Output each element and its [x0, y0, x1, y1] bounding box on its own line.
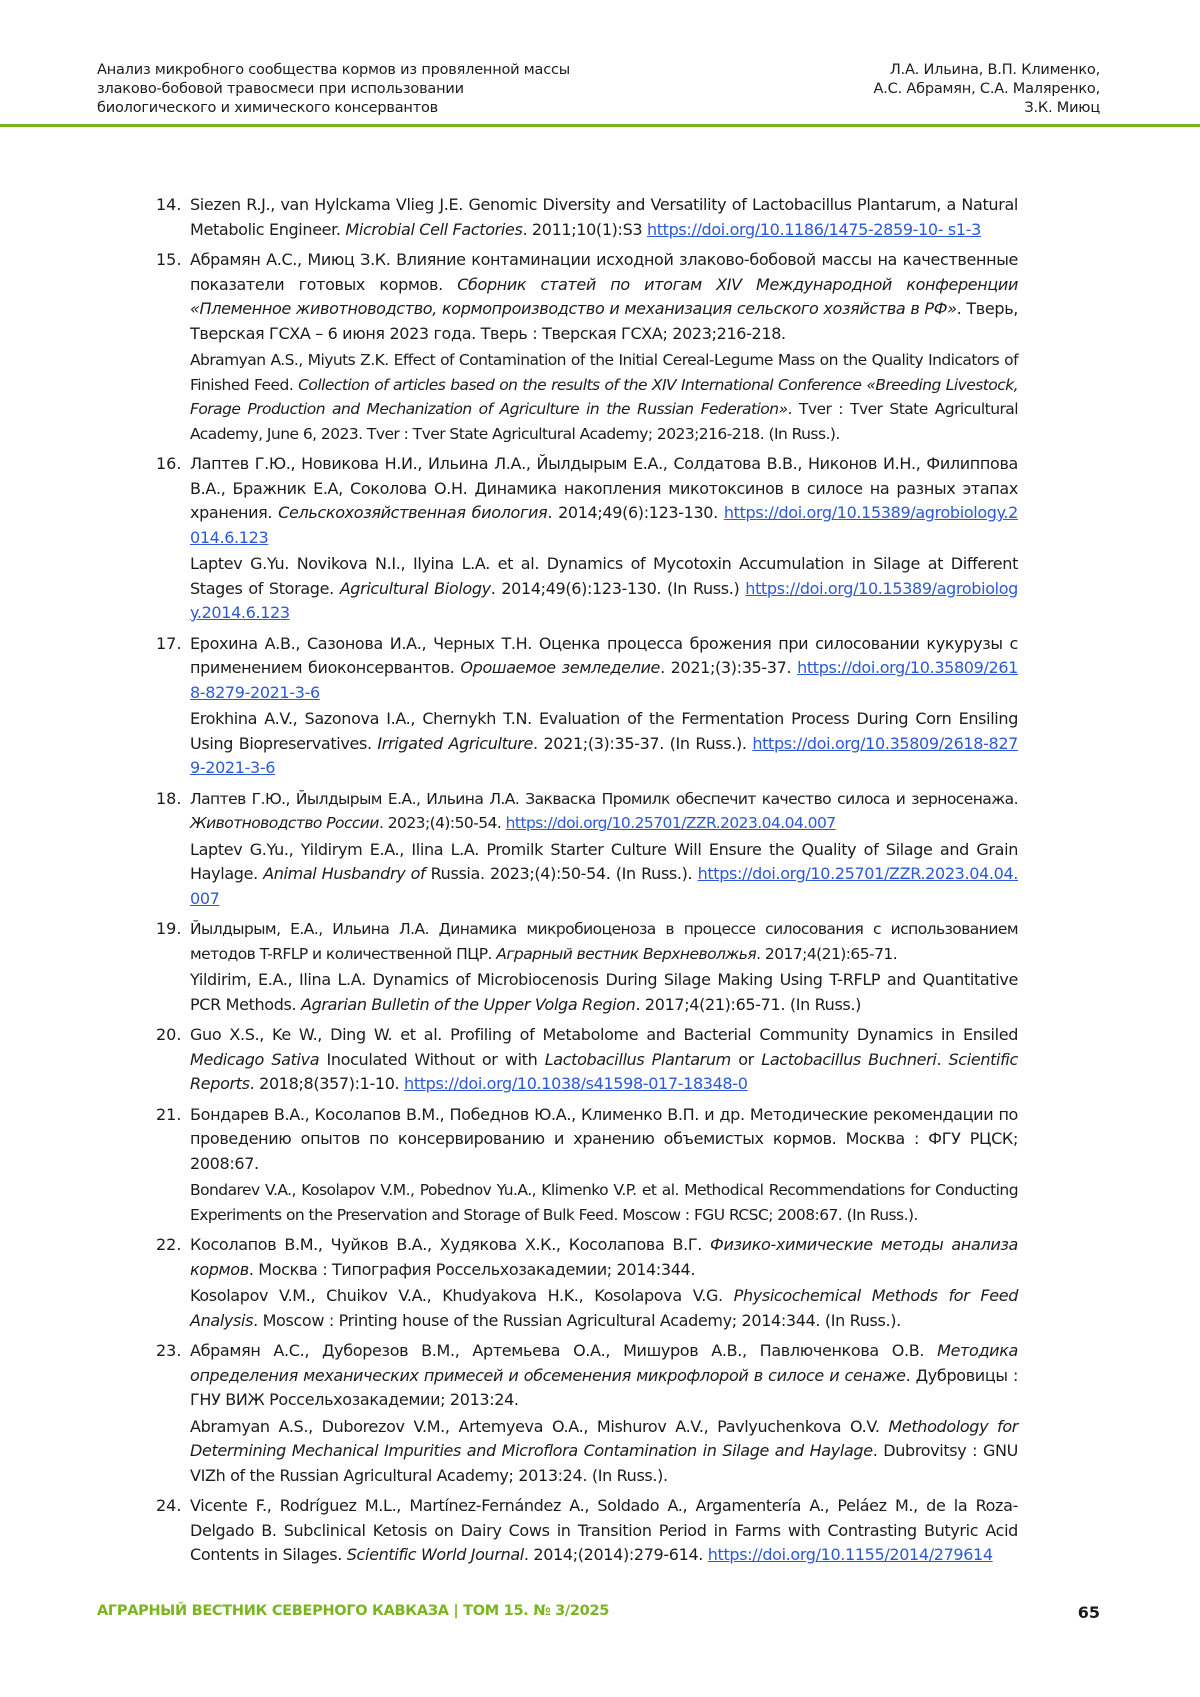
- reference-original: [190, 452, 1018, 550]
- doi-link[interactable]: https://doi.org/10.1155/2014/279614: [707, 1545, 993, 1564]
- reference-text: . Тверь, Тверская ГСХА – 6 июня 2023 года. Тверь : Тверская ГСХА; 2023;216-218.: [190, 299, 1019, 343]
- reference-original: [190, 632, 1018, 706]
- reference-source-title: Физико-химические методы анализа кормов: [190, 1235, 1018, 1279]
- reference-translation: [190, 707, 1018, 781]
- reference-item: [156, 452, 1018, 626]
- reference-item: [156, 1103, 1018, 1228]
- reference-text: Russia. 2023;(4):50-54. (In Russ.).: [425, 864, 698, 883]
- running-authors-line: А.С. Абрамян, С.А. Маляренко,: [873, 81, 1100, 97]
- reference-source-title: Methodology for Determining Mechanical Impurities and Microflora Contamination in Silage and Haylage: [190, 1416, 1018, 1460]
- reference-item: [156, 1339, 1018, 1488]
- reference-text: . 2021;(3):35-37.: [660, 658, 798, 677]
- running-title-line: злаково-бобовой травосмеси при использовании: [97, 81, 464, 97]
- doi-link[interactable]: https://doi.org/10.35809/2618-8279-2021-3-6: [190, 733, 1018, 777]
- reference-text: or: [730, 1049, 762, 1069]
- doi-link[interactable]: https://doi.org/10.25701/ZZR.2023.04.04.007: [505, 814, 836, 832]
- reference-text: Лаптев Г.Ю., Новикова Н.И., Ильина Л.А., Йылдырым Е.А., Солдатова В.В., Никонов И.Н., Филиппова В.А., Бражник Е.А, Соколова О.Н. Динамика накопления микотоксинов в силосе на разных этапах хранения.: [190, 454, 1018, 522]
- reference-source-title: Lactobacillus Plantarum: [544, 1049, 731, 1069]
- reference-text: Ерохина А.В., Сазонова И.А., Черных Т.Н. Оценка процесса брожения при силосовании кукурузы с применением биоконсервантов.: [190, 633, 1018, 677]
- reference-original: [190, 1103, 1018, 1177]
- reference-source-title: Medicago Sativa: [190, 1049, 320, 1069]
- running-authors-line: Л.А. Ильина, В.П. Клименко,: [889, 62, 1100, 78]
- reference-number: 15.: [156, 250, 182, 269]
- reference-text: Yildirim, E.A., Ilina L.A. Dynamics of Microbiocenosis During Silage Making Using T-RFLP and Quantitative PCR Methods.: [190, 970, 1018, 1014]
- reference-number: 24.: [156, 1496, 182, 1515]
- reference-text: Abramyan A.S., Duborezov V.M., Artemyeva O.A., Mishurov A.V., Pavlyuchenkova O.V.: [190, 1416, 889, 1436]
- reference-text: . 2017;4(21):65-71. (In Russ.): [635, 994, 862, 1014]
- reference-text: Vicente F., Rodríguez M.L., Martínez-Fernández A., Soldado A., Argamentería A., Peláez M., de la Roza-Delgado B. Subclinical Ketosis on Dairy Cows in Transition Period in Farms with Contrasting Butyric Acid Contents in Silages.: [190, 1496, 1018, 1564]
- reference-number: 23.: [156, 1341, 182, 1360]
- reference-number: 20.: [156, 1025, 182, 1044]
- reference-source-title: Животноводство России: [190, 814, 379, 832]
- reference-item: [156, 193, 1018, 242]
- reference-text: Siezen R.J., van Hylckama Vlieg J.E. Genomic Diversity and Versatility of Lactobacillus Plantarum, a Natural Metabolic Engineer.: [190, 195, 1018, 239]
- running-title-line: Анализ микробного сообщества кормов из провяленной массы: [97, 62, 571, 78]
- reference-text: . 2014;49(6):123-130.: [547, 503, 724, 522]
- reference-item: [156, 1233, 1018, 1333]
- running-title-line: биологического и химического консервантов: [97, 100, 438, 116]
- reference-translation: [190, 552, 1018, 626]
- reference-text: Бондарев В.А., Косолапов В.М., Победнов Ю.А., Клименко В.П. и др. Методические рекомендации по проведению опытов по консервированию и хранению объемистых кормов. Москва : ФГУ РЦСК; 2008:67.: [190, 1104, 1018, 1173]
- reference-source-title: Методика определения механических примесей и обсеменения микрофлорой в силосе и сенаже: [190, 1341, 1018, 1385]
- reference-source-title: Scientific Reports: [190, 1049, 1018, 1093]
- reference-number: 17.: [156, 633, 182, 653]
- reference-source-title: Physicochemical Methods for Feed Analysis: [190, 1286, 1018, 1330]
- reference-text: . Tver : Tver State Agricultural Academy, June 6, 2023. Tver : Tver State Agricultural Academy; 2023;216-218. (In Russ.).: [190, 400, 1018, 443]
- reference-source-title: Animal Husbandry of: [263, 864, 426, 883]
- reference-text: Guo X.S., Ke W., Ding W. et al. Profiling of Metabolome and Bacterial Community Dynamics in Ensiled: [190, 1025, 1018, 1044]
- reference-original: [190, 1023, 1018, 1097]
- running-authors: [700, 61, 1100, 118]
- reference-original: [190, 1494, 1018, 1568]
- reference-list: [156, 193, 1018, 1574]
- reference-text: Косолапов В.М., Чуйков В.А., Худякова Х.К., Косолапова В.Г.: [190, 1235, 711, 1254]
- reference-original: [190, 787, 1018, 836]
- page-number: 65: [1077, 1603, 1100, 1622]
- reference-text: Laptev G.Yu., Yildirym E.A., Ilina L.A. Promilk Starter Culture Will Ensure the Quality of Silage and Grain Haylage.: [190, 839, 1018, 883]
- reference-text: Inoculated Without or with: [319, 1049, 545, 1069]
- running-title: [97, 61, 657, 118]
- reference-text: Kosolapov V.M., Chuikov V.A., Khudyakova H.K., Kosolapova V.G.: [190, 1286, 734, 1305]
- doi-link[interactable]: https://doi.org/10.1186/1475-2859-10- s1-3: [646, 219, 981, 239]
- page-header: [0, 0, 1200, 128]
- reference-text: . 2021;(3):35-37. (In Russ.).: [533, 733, 753, 753]
- reference-number: 19.: [156, 919, 182, 938]
- reference-text: . 2014;49(6):123-130. (In Russ.): [490, 578, 746, 598]
- reference-original: [190, 1339, 1018, 1413]
- reference-translation: [190, 838, 1018, 912]
- reference-text: Bondarev V.A., Kosolapov V.M., Pobednov Yu.A., Klimenko V.P. et al. Methodical Recommendations for Conducting Experiments on the Preservation and Storage of Bulk Feed. Moscow : FGU RCSC; 2008:67. (In Russ.).: [190, 1181, 1018, 1224]
- reference-text: . Москва : Типография Россельхозакадемии; 2014:344.: [248, 1259, 696, 1279]
- reference-text: Abramyan A.S., Miyuts Z.K. Effect of Contamination of the Initial Cereal-Legume Mass on the Quality Indicators of Finished Feed.: [190, 351, 1018, 394]
- doi-link[interactable]: https://doi.org/10.1038/s41598-017-18348-0: [404, 1074, 748, 1093]
- reference-text: . 2011;10(1):S3: [522, 219, 647, 239]
- running-authors-line: З.К. Миюц: [1024, 100, 1100, 116]
- reference-source-title: Scientific World Journal: [346, 1545, 524, 1564]
- reference-source-title: Microbial Cell Factories: [345, 219, 523, 239]
- reference-text: . 2014;(2014):279-614.: [523, 1545, 708, 1564]
- reference-item: [156, 787, 1018, 912]
- doi-link[interactable]: https://doi.org/10.15389/agrobiology.2014.6.123: [190, 578, 1018, 622]
- reference-item: [156, 248, 1018, 446]
- reference-number: 14.: [156, 195, 182, 214]
- reference-text: Лаптев Г.Ю., Йылдырым Е.А., Ильина Л.А. Закваска Промилк обеспечит качество силоса и зерносенажа.: [190, 789, 1018, 808]
- reference-original: [190, 917, 1018, 966]
- reference-text: . 2017;4(21):65-71.: [756, 944, 898, 963]
- reference-number: 21.: [156, 1104, 182, 1124]
- reference-source-title: Agricultural Biology: [339, 578, 491, 598]
- reference-item: [156, 632, 1018, 781]
- header-divider: [0, 124, 1200, 127]
- reference-text: .: [936, 1049, 949, 1069]
- doi-link[interactable]: https://doi.org/10.35809/2618-8279-2021-3-6: [190, 658, 1018, 702]
- reference-text: Laptev G.Yu. Novikova N.I., Ilyina L.A. et al. Dynamics of Mycotoxin Accumulation in Silage at Different Stages of Storage.: [190, 554, 1018, 598]
- reference-translation: [190, 1284, 1018, 1333]
- reference-source-title: Аграрный вестник Верхневолжья: [496, 944, 757, 963]
- reference-source-title: Agrarian Bulletin of the Upper Volga Region: [301, 994, 636, 1014]
- reference-item: [156, 1494, 1018, 1568]
- reference-text: Йылдырым, Е.А., Ильина Л.А. Динамика микробиоценоза в процессе силосования с использованием методов T-RFLP и количественной ПЦР.: [190, 920, 1018, 963]
- reference-text: Абрамян А.С., Миюц З.К. Влияние контаминации исходной злаково-бобовой массы на качественные показатели готовых кормов.: [190, 250, 1018, 294]
- reference-text: . Дубровицы : ГНУ ВИЖ Россельхозакадемии; 2013:24.: [190, 1365, 1018, 1409]
- reference-text: . Dubrovitsy : GNU VIZh of the Russian Agricultural Academy; 2013:24. (In Russ.).: [190, 1441, 1018, 1485]
- reference-text: Абрамян А.С., Дуборезов В.М., Артемьева О.А., Мишуров А.В., Павлюченкова О.В.: [190, 1341, 938, 1360]
- reference-original: [190, 1233, 1018, 1282]
- reference-source-title: Collection of articles based on the results of the XIV International Conference «Breeding Livestock, Forage Production and Mechanization of Agriculture in the Russian Federation»: [190, 375, 1018, 418]
- reference-item: [156, 917, 1018, 1017]
- reference-translation: [190, 968, 1018, 1017]
- reference-source-title: Сборник статей по итогам XIV Международной конференции «Племенное животноводство, кормопроизводство и механизация сельского хозяйства в РФ»: [190, 274, 1019, 318]
- doi-link[interactable]: https://doi.org/10.25701/ZZR.2023.04.04.007: [190, 864, 1019, 908]
- reference-original: [190, 193, 1018, 242]
- reference-translation: [190, 1178, 1018, 1227]
- reference-text: Erokhina A.V., Sazonova I.A., Chernykh T.N. Evaluation of the Fermentation Process During Corn Ensiling Using Biopreservatives.: [190, 709, 1018, 753]
- reference-source-title: Сельскохозяйственная биология: [278, 503, 548, 522]
- reference-text: . Moscow : Printing house of the Russian Agricultural Academy; 2014:344. (In Russ.).: [253, 1310, 901, 1330]
- reference-text: . 2023;(4):50-54.: [378, 814, 506, 832]
- reference-source-title: Lactobacillus Buchneri: [761, 1049, 937, 1069]
- reference-item: [156, 1023, 1018, 1097]
- reference-number: 18.: [156, 788, 182, 808]
- reference-number: 22.: [156, 1235, 182, 1254]
- reference-source-title: Irrigated Agriculture: [377, 733, 534, 753]
- doi-link[interactable]: https://doi.org/10.15389/agrobiology.2014.6.123: [190, 503, 1018, 547]
- footer-journal-title: АГРАРНЫЙ ВЕСТНИК СЕВЕРНОГО КАВКАЗА | ТОМ 15. № 3/2025: [97, 1603, 610, 1619]
- reference-original: [190, 248, 1018, 346]
- reference-translation: [190, 348, 1018, 446]
- reference-number: 16.: [156, 454, 182, 473]
- reference-text: . 2018;8(357):1-10.: [249, 1074, 405, 1093]
- reference-source-title: Орошаемое земледелие: [460, 658, 661, 677]
- reference-translation: [190, 1415, 1018, 1489]
